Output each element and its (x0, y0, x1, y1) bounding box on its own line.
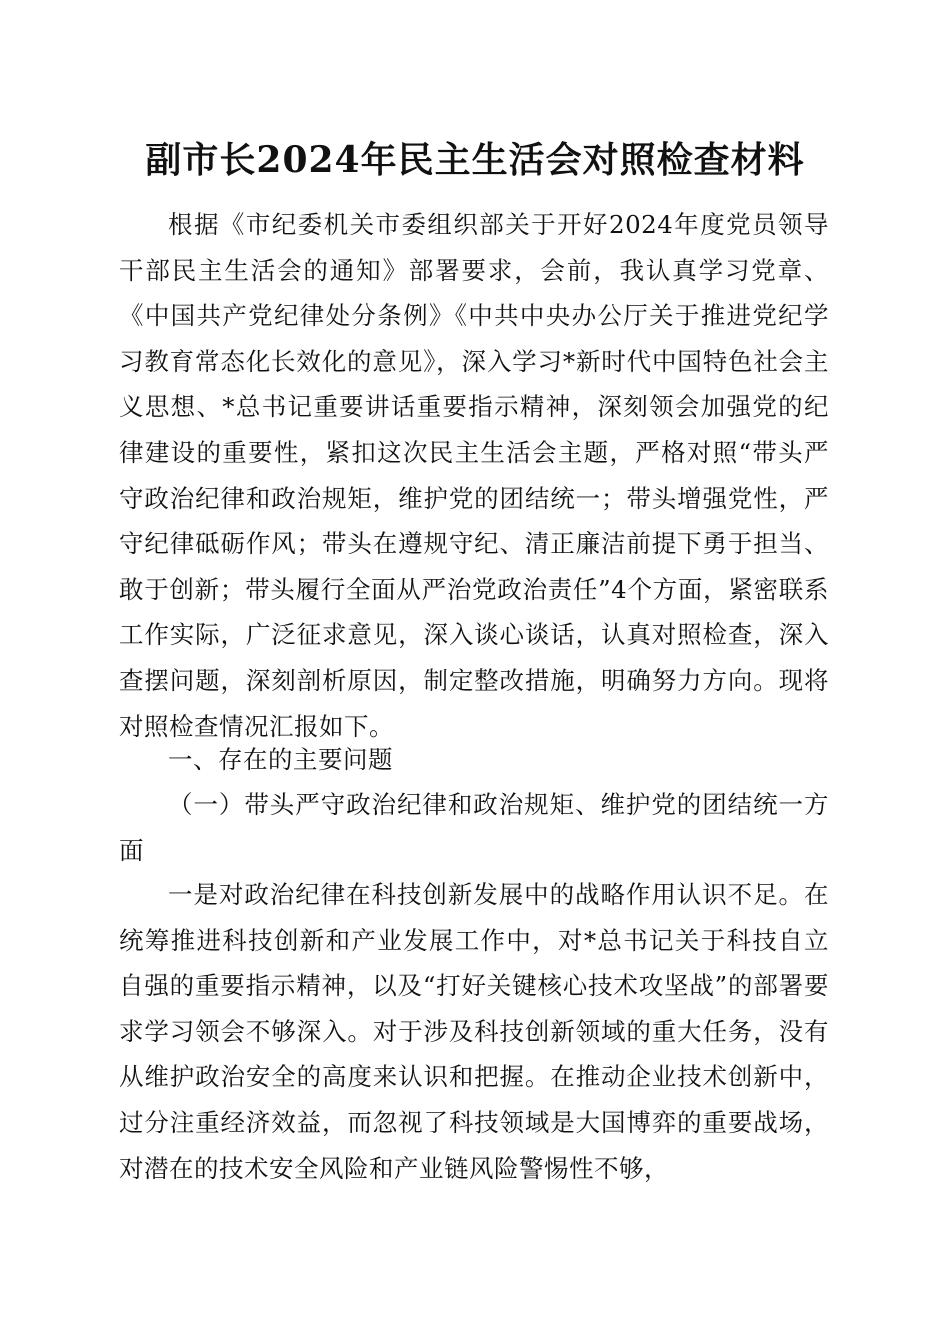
section-heading-problems: 一、存在的主要问题 (168, 745, 393, 774)
subsection-heading-block (119, 782, 829, 873)
point-one-paragraph: 一是对政治纪律在科技创新发展中的战略作用认识不足。在统筹推进科技创新和产业发展工作中，对*总书记关于科技自立自强的重要指示精神，以及“打好关键核心技术攻坚战”的部署要求学习领会不够深入。对于涉及科技创新领域的重大任务，没有从维护政治安全的高度来认识和把握。在推动企业技术创新中，过分注重经济效益，而忽视了科技领域是大国博弈的重要战场，对潜在的技术安全风险和产业链风险警惕性不够， (119, 880, 829, 1183)
subsection-heading-political-discipline: （一）带头严守政治纪律和政治规矩、维护党的团结统一方面 (119, 790, 829, 865)
document-title: 副市长2024年民主生活会对照检查材料 (145, 139, 805, 181)
intro-paragraph-block (119, 202, 829, 749)
intro-paragraph: 根据《市纪委机关市委组织部关于开好2024年度党员领导干部民主生活会的通知》部署要求，会前，我认真学习党章、《中国共产党纪律处分条例》《中共中央办公厅关于推进党纪学习教育常态化长效化的意见》，深入学习*新时代中国特色社会主义思想、*总书记重要讲话重要指示精神，深刻领会加强党的纪律建设的重要性，紧扣这次民主生活会主题，严格对照“带头严守政治纪律和政治规矩，维护党的团结统一；带头增强党性，严守纪律砥砺作风；带头在遵规守纪、清正廉洁前提下勇于担当、敢于创新；带头履行全面从严治党政治责任”4个方面，紧密联系工作实际，广泛征求意见，深入谈心谈话，认真对照检查，深入查摆问题，深刻剖析原因，制定整改措施，明确努力方向。现将对照检查情况汇报如下。 (119, 210, 829, 741)
point-one-paragraph-block (119, 872, 829, 1191)
